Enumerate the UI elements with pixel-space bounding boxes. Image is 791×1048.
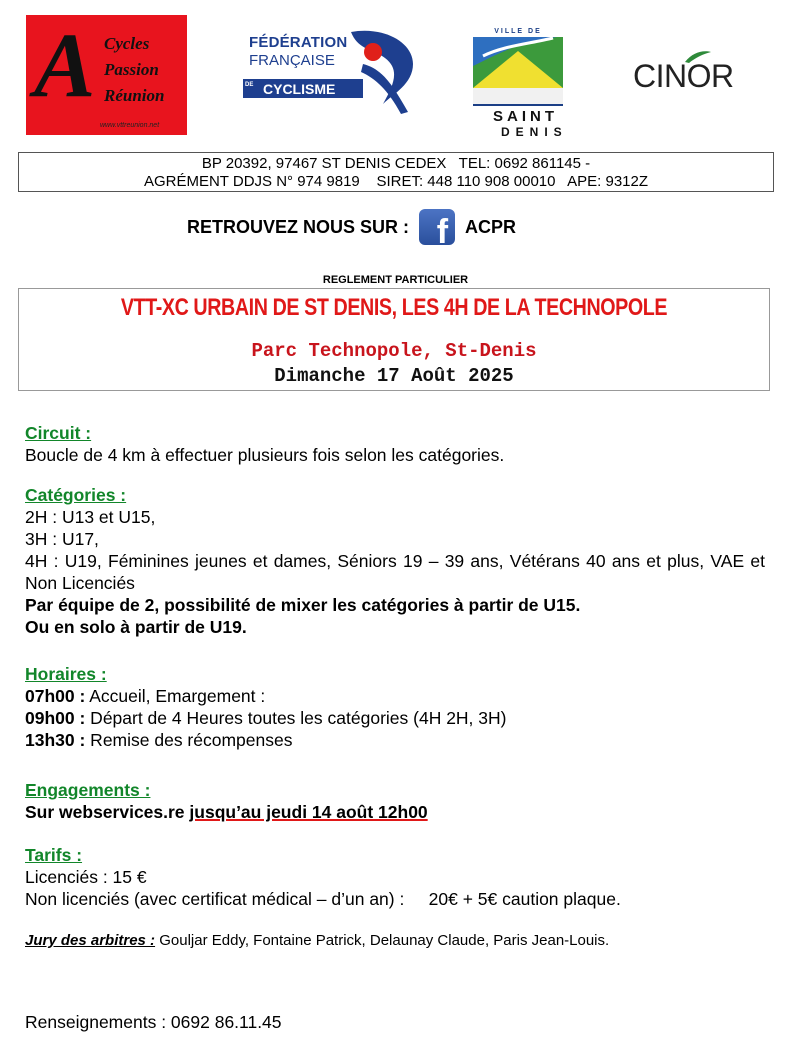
acpr-logo-line2: Passion [104, 60, 159, 79]
event-title: VTT-XC URBAIN DE ST DENIS, LES 4H DE LA TECHNOPOLE [120, 294, 668, 321]
horaire-time: 07h00 : [25, 686, 86, 706]
categories-section [25, 484, 765, 638]
cinor-logo-text: CINOR [633, 58, 734, 94]
jury-label: Jury des arbitres : [25, 932, 156, 949]
ffc-logo [243, 24, 418, 116]
tarifs-non-licencies: Non licenciés (avec certificat médical – d’un an) : 20€ + 5€ caution plaque. [25, 889, 621, 909]
engagements-section [25, 779, 765, 823]
horaire-item [25, 729, 765, 751]
ffc-bar [243, 79, 363, 98]
horaire-item [25, 707, 765, 729]
ffc-line1: FÉDÉRATION [249, 34, 348, 51]
horaires-section [25, 663, 765, 751]
acpr-logo-url: www.vttreunion.net [100, 122, 160, 129]
event-date: Dimanche 17 Août 2025 [274, 365, 514, 387]
renseignements-line: Renseignements : 0692 86.11.45 [25, 1012, 282, 1032]
ffc-line2: FRANÇAISE [249, 52, 335, 69]
horaire-text: Remise des récompenses [85, 730, 293, 750]
circuit-section [25, 422, 765, 466]
circuit-text: Boucle de 4 km à effectuer plusieurs fois selon les catégories. [25, 445, 505, 465]
horaire-time: 13h30 : [25, 730, 86, 750]
saint-denis-emblem [473, 26, 563, 88]
circuit-heading: Circuit : [25, 423, 92, 443]
address-line1: BP 20392, 97467 ST DENIS CEDEX TEL: 0692 861145 - [201, 155, 591, 172]
categories-line1: 2H : U13 et U15, [25, 507, 156, 527]
event-title-box [18, 288, 770, 391]
categories-team-rule: Par équipe de 2, possibilité de mixer les catégories à partir de U15. [25, 595, 581, 615]
acpr-logo [26, 15, 187, 135]
event-venue: Parc Technopole, St-Denis [251, 340, 537, 362]
categories-line2: 3H : U17, [25, 529, 99, 549]
ffc-line3: CYCLISME [263, 81, 336, 97]
categories-heading: Catégories : [25, 485, 127, 505]
reglement-label: REGLEMENT PARTICULIER [322, 274, 469, 286]
horaire-text: Départ de 4 Heures toutes les catégories (4H 2H, 3H) [85, 708, 507, 728]
tarifs-section [25, 844, 765, 910]
horaire-time: 09h00 : [25, 708, 86, 728]
horaire-text: Accueil, Emargement : [85, 686, 266, 706]
saint-denis-logo [473, 26, 568, 139]
saint-denis-word1: SAINT [493, 108, 558, 125]
address-line2: AGRÉMENT DDJS N° 974 9819 SIRET: 448 110 908 00010 APE: 9312Z [143, 173, 649, 190]
tarifs-heading: Tarifs : [25, 845, 83, 865]
engagements-heading: Engagements : [25, 780, 151, 800]
acpr-logo-letter: A [34, 15, 96, 116]
saint-denis-top: VILLE DE [473, 26, 563, 37]
engagements-prefix: Sur webservices.re [25, 802, 190, 822]
ffc-prefix: DE [245, 82, 254, 88]
cinor-leaf-icon [683, 50, 713, 64]
tarifs-licencies: Licenciés : 15 € [25, 867, 147, 887]
address-box [18, 152, 774, 192]
categories-solo-rule: Ou en solo à partir de U19. [25, 617, 247, 637]
jury-names: Gouljar Eddy, Fontaine Patrick, Delaunay Claude, Paris Jean-Louis. [155, 932, 610, 949]
acpr-logo-line1: Cycles [104, 34, 150, 53]
categories-line3: 4H : U19, Féminines jeunes et dames, Séniors 19 – 39 ans, Vétérans 40 ans et plus, VAE et Non Licenciés [25, 551, 765, 593]
cinor-logo [633, 58, 734, 95]
acpr-logo-line3: Réunion [104, 86, 165, 105]
saint-denis-word2: DENIS [501, 125, 568, 139]
facebook-icon[interactable]: f [419, 209, 455, 245]
social-line [187, 207, 517, 251]
social-name: ACPR [465, 216, 517, 237]
engagements-deadline: jusqu’au jeudi 14 août 12h00 [189, 802, 428, 822]
social-prefix: RETROUVEZ NOUS SUR : [187, 216, 410, 237]
engagements-line [25, 801, 765, 823]
jury-line [25, 932, 609, 949]
horaires-heading: Horaires : [25, 664, 107, 684]
horaire-item [25, 685, 765, 707]
